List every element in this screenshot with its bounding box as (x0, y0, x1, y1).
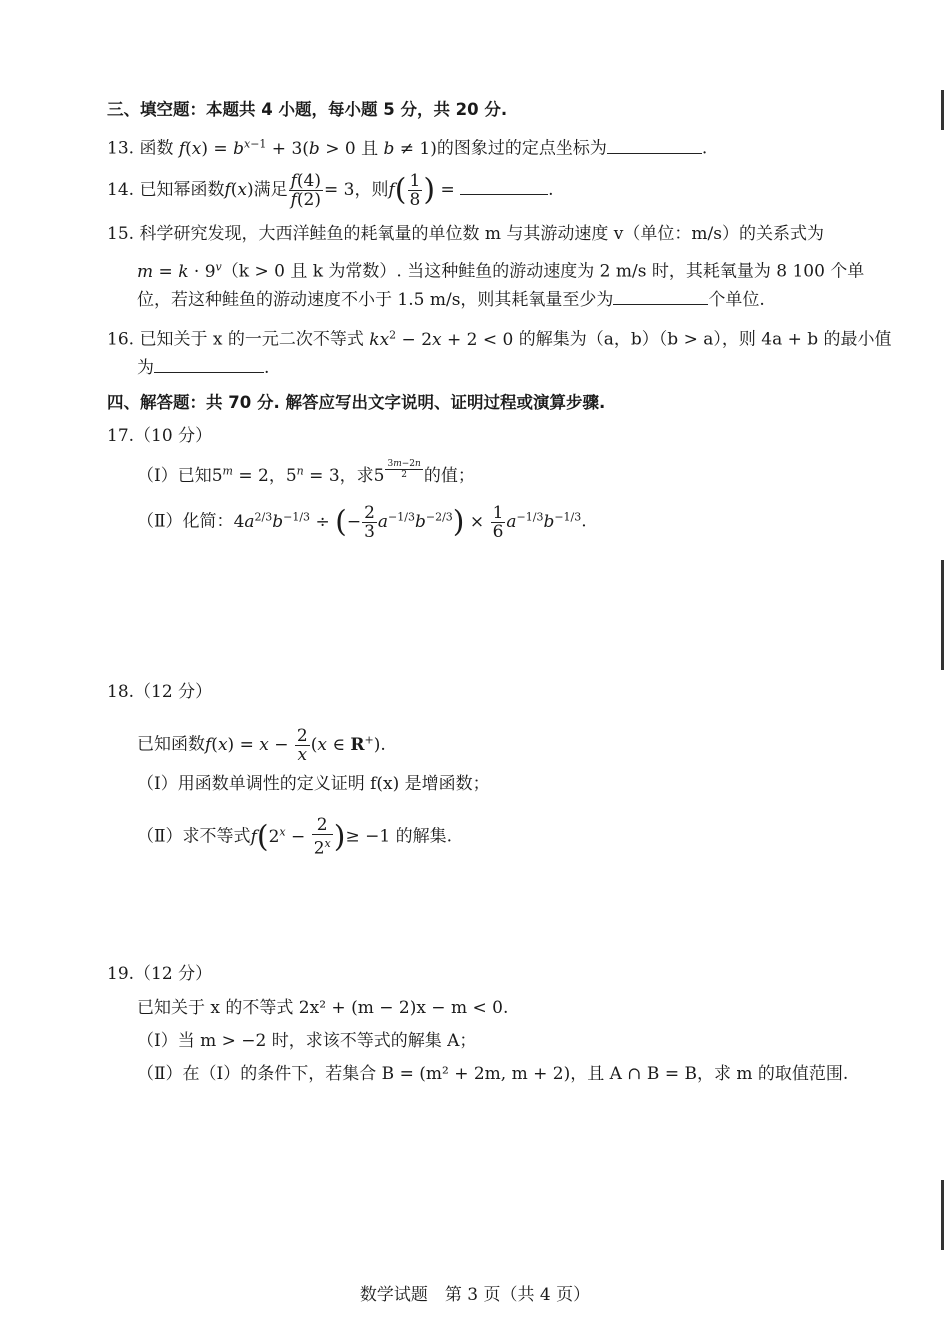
q15-number: 15. (107, 224, 135, 244)
question-17-part-1: （Ⅰ）已知$5^m = 2$，$5^n = 3$，求5 $^{\frac{3m-2n}{2}}$ 的值； (137, 459, 475, 486)
q14-text-a: 已知幂函数 (139, 180, 225, 200)
q14-fx: f(x) (224, 180, 254, 200)
question-19-header: 19.（12 分） (107, 964, 213, 984)
question-17-header: 17.（10 分） (107, 426, 213, 446)
q15-formula: $m = k \cdot 9^v$ (137, 260, 222, 282)
scan-edge-mark (941, 1180, 944, 1250)
q13-text-a: 函数 (139, 138, 174, 159)
q15-answer-blank[interactable] (613, 286, 708, 305)
question-16-line-1 (107, 321, 895, 354)
q16-text-3: 为 (137, 358, 154, 378)
q16-answer-blank[interactable] (154, 354, 264, 373)
scan-edge-mark (941, 560, 944, 670)
section-3-title: 三、填空题：本题共 4 小题，每小题 5 分，共 20 分. (107, 100, 508, 119)
scan-edge-mark (941, 90, 944, 130)
q15-text-4: 个单位. (708, 290, 765, 310)
q17-target-expr: 5 $^{\frac{3m-2n}{2}}$ (373, 459, 421, 486)
question-19-part-2: （Ⅱ）在（Ⅰ）的条件下，若集合 B = (m² + 2m, m + 2)，且 A ∩ B = B，求 m 的取值范围. (137, 1064, 849, 1084)
q18-function: f(x) = x − $\frac{2}{x}$ (x ∈ R+). (205, 725, 386, 765)
question-19-part-1: （Ⅰ）当 m > −2 时，求该不等式的解集 A； (137, 1031, 477, 1051)
page-footer: 数学试题 第 3 页（共 4 页） (359, 1285, 591, 1305)
question-15-line-1 (107, 220, 895, 248)
question-16-line-2: 为 . (137, 354, 895, 382)
q14-answer-blank[interactable] (460, 176, 548, 195)
q15-text-1: 科学研究发现，大西洋鲑鱼的耗氧量的单位数 m 与其游动速度 v（单位：m/s）的关系式为 (139, 224, 824, 244)
q16-text-1: 已知关于 x 的一元二次不等式 (139, 329, 364, 350)
question-18-intro: 已知函数f(x) = x − $\frac{2}{x}$ (x ∈ R+). (137, 725, 386, 765)
q14-text-c: = 3，则 (324, 180, 389, 200)
question-15-line-2 (137, 253, 895, 286)
q17-given: $5^m = 2$，$5^n = 3$ (211, 464, 340, 486)
q13-text-b: 的图象过的定点坐标为 (436, 138, 607, 159)
q14-f-eighth: f( $\frac{1}{8}$ ) (388, 171, 436, 210)
question-14: 14. 已知幂函数f(x)满足 $\frac{f(4)}{f(2)}$ = 3，则f( $\frac{1}{8}$ ) = . (107, 171, 554, 210)
q15-text-2: （k > 0 且 k 为常数）. 当这种鲑鱼的游动速度为 2 m/s 时，其耗氧量为 8 100 个单 (221, 261, 865, 282)
q13-formula: $f(x) = b^{x-1} + 3(b > 0$ 且 b ≠ 1) (178, 137, 437, 159)
question-15-line-3 (137, 286, 895, 314)
q17-simplify-expr: $4a^{2/3}b^{-1/3}$ ÷ (− $\frac{2}{3}$ $a^{-1/3}b^{-2/3}$) × $\frac{1}{6}$ $a^{-1/3}b^{-1/3}$ (233, 502, 582, 542)
q18-inequality: $f(2^x$ − $\frac{2}{2^x}$ ) (250, 815, 346, 859)
q14-text-b: 满足 (253, 180, 288, 200)
question-17-part-2: （Ⅱ）化简：$4a^{2/3}b^{-1/3}$ ÷ (− $\frac{2}{3}$ $a^{-1/3}b^{-2/3}$) × $\frac{1}{6}$ $a^{-1/3}b^{-1/3}$. (137, 502, 587, 542)
question-18-part-1: （Ⅰ）用函数单调性的定义证明 f(x) 是增函数； (137, 774, 490, 794)
q14-number: 14. (107, 180, 135, 200)
question-19-intro: 已知关于 x 的不等式 2x² + (m − 2)x − m < 0. (137, 998, 509, 1018)
q15-text-3: 位，若这种鲑鱼的游动速度不小于 1.5 m/s，则其耗氧量至少为 (137, 290, 614, 310)
q13-answer-blank[interactable] (607, 135, 702, 154)
question-13: 13. 函数 $f(x) = b^{x-1} + 3(b > 0$ 且 b ≠ 1)的图象过的定点坐标为 . (107, 130, 895, 163)
q13-number: 13. (107, 138, 135, 159)
q16-inequality: $kx^2 - 2x + 2 < 0$ (369, 328, 519, 350)
section-4-title: 四、解答题：共 70 分. 解答应写出文字说明、证明过程或演算步骤. (107, 393, 606, 412)
q14-ratio-fraction: $\frac{f(4)}{f(2)}$ (290, 171, 322, 210)
question-18-header: 18.（12 分） (107, 682, 213, 702)
q16-text-2: 的解集为（a，b）（b > a），则 4a + b 的最小值 (518, 329, 892, 350)
question-18-part-2: （Ⅱ）求不等式$f(2^x$ − $\frac{2}{2^x}$ )≥ −1 的解集. (137, 815, 452, 859)
q16-number: 16. (107, 329, 135, 350)
